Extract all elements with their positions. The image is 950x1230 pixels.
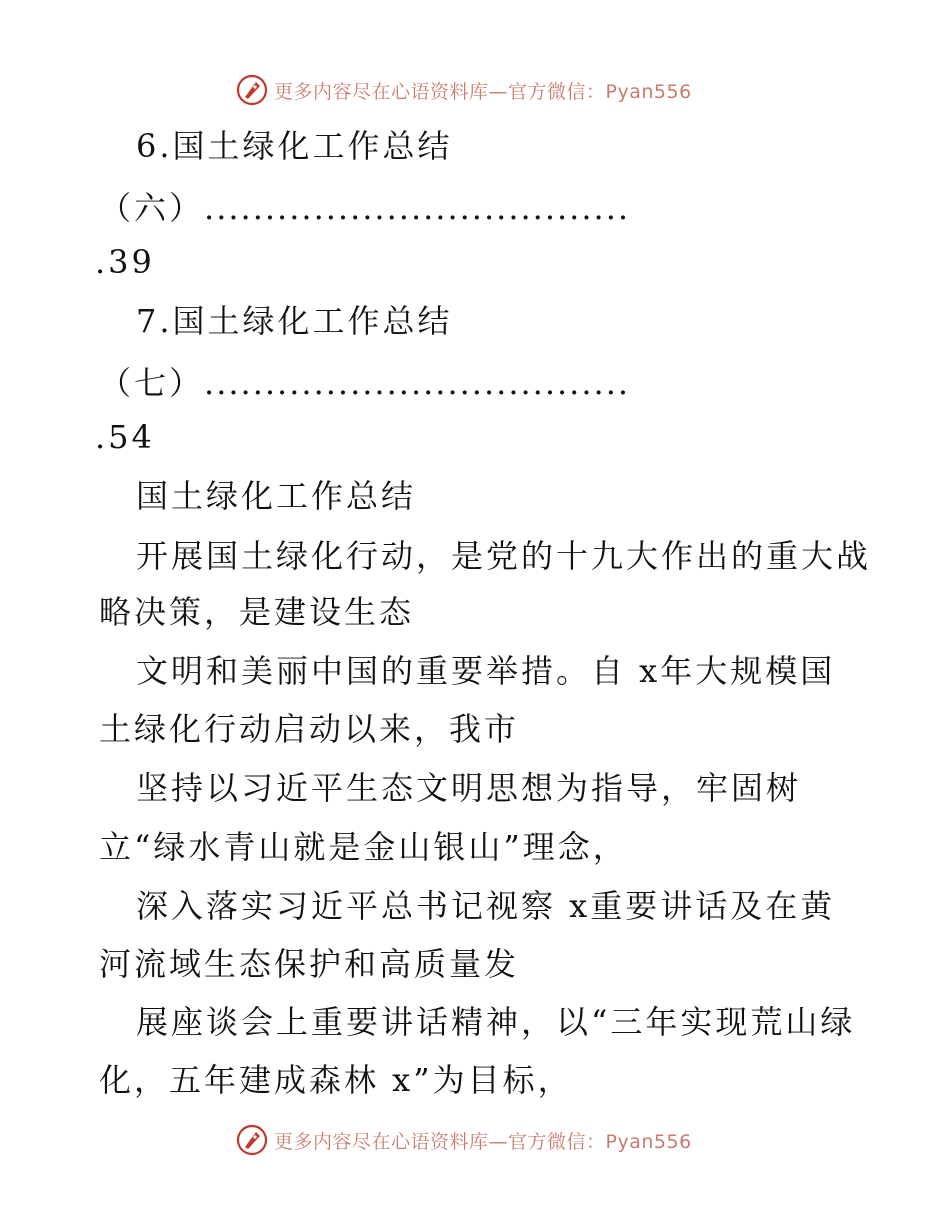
toc-dot-leader: ...................................: [204, 189, 631, 227]
toc-entry-leader-line: [0, 361, 950, 405]
toc-entry-title: 6.国土绿化工作总结: [136, 127, 453, 165]
body-line: 土绿化行动启动以来，我市: [99, 710, 520, 748]
header-watermark: [236, 73, 692, 107]
body-line: 化，五年建成森林 x”为目标，: [99, 1061, 573, 1099]
body-line: 文明和美丽中国的重要举措。自 x年大规模国: [136, 652, 836, 690]
body-line: 坚持以习近平生态文明思想为指导，牢固树: [136, 769, 802, 807]
toc-entry-label: （六）: [99, 189, 205, 227]
pen-nib-logo-icon: [236, 1124, 268, 1156]
watermark-text: 更多内容尽在心语资料库—官方微信：Pyan556: [274, 80, 692, 103]
watermark-text: 更多内容尽在心语资料库—官方微信：Pyan556: [274, 1130, 692, 1153]
body-line: 深入落实习近平总书记视察 x重要讲话及在黄: [136, 887, 836, 925]
toc-dot-leader: ...................................: [204, 364, 631, 402]
body-line: 立“绿水青山就是金山银山”理念，: [99, 828, 628, 866]
toc-page-number: .54: [95, 418, 155, 456]
body-line: 略决策，是建设生态: [99, 593, 415, 631]
document-heading: 国土绿化工作总结: [136, 477, 417, 515]
toc-page-number: .39: [95, 243, 155, 281]
toc-entry-leader-line: [0, 186, 950, 230]
toc-entry-label: （七）: [99, 364, 205, 402]
footer-watermark: [236, 1123, 692, 1157]
body-line: 展座谈会上重要讲话精神，以“三年实现荒山绿: [136, 1003, 856, 1041]
pen-nib-logo-icon: [236, 74, 268, 106]
toc-entry-title: 7.国土绿化工作总结: [136, 302, 453, 340]
body-line: 开展国土绿化行动，是党的十九大作出的重大战: [136, 537, 872, 575]
body-line: 河流域生态保护和高质量发: [99, 945, 520, 983]
